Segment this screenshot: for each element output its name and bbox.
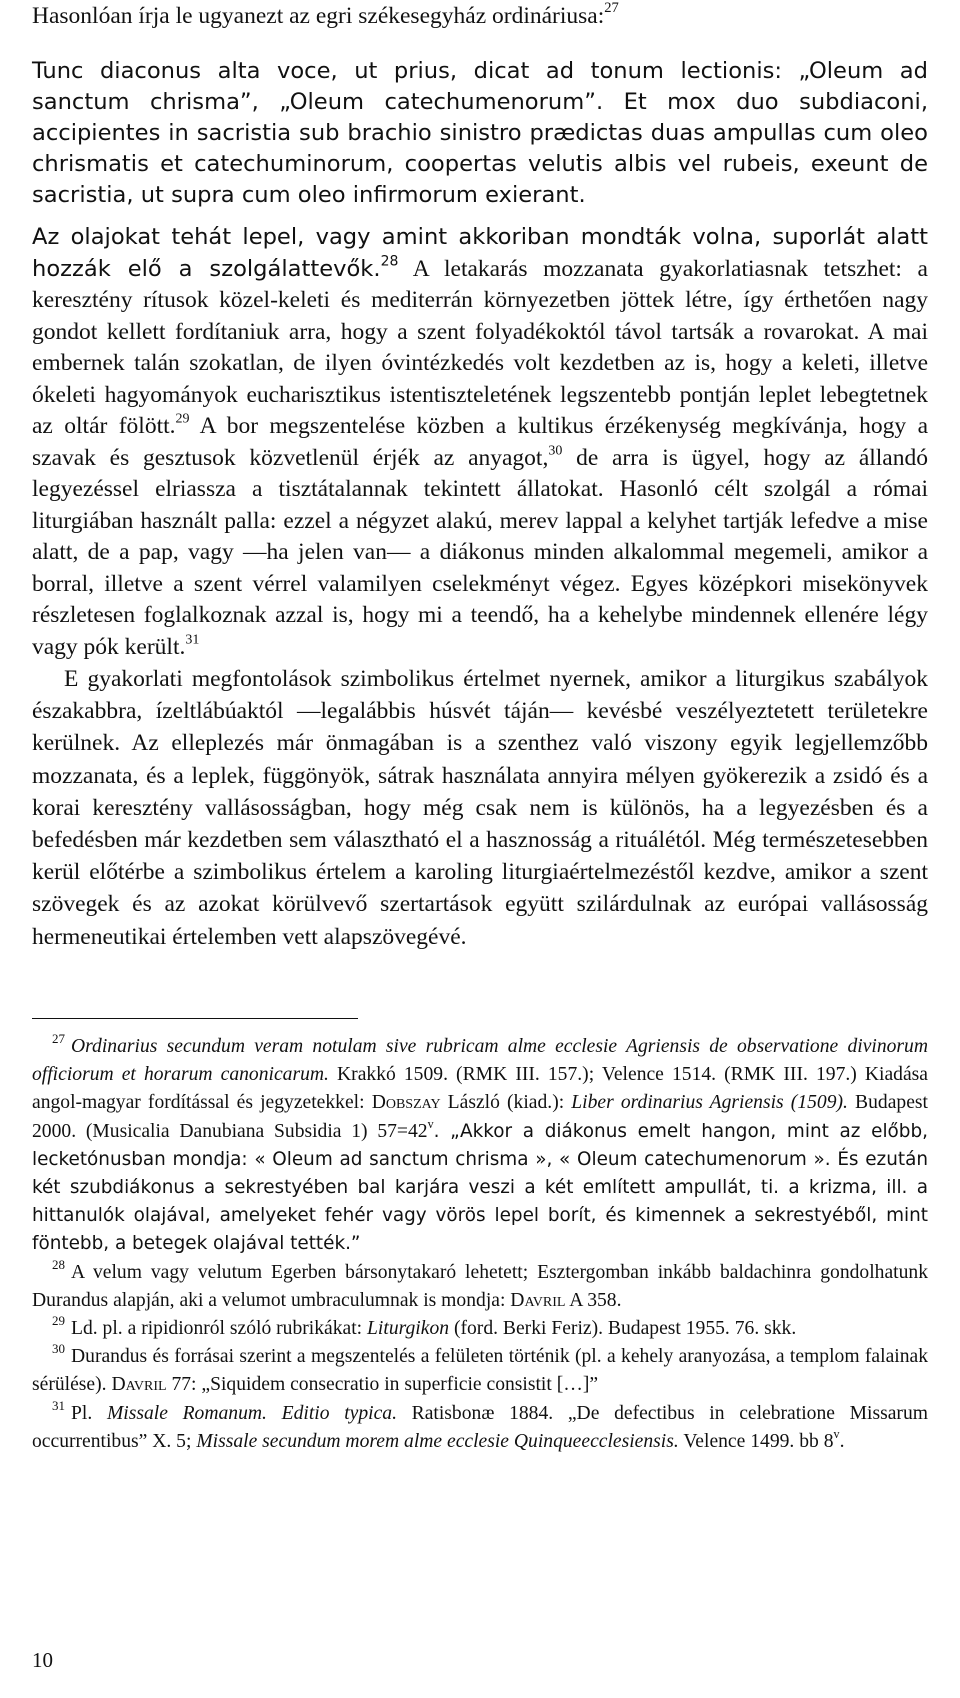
- footnote-text: László (kiad.):: [440, 1092, 572, 1114]
- footnote-27: [32, 1030, 928, 1259]
- footnote-text: Ratisbonæ 1884. „De defectibus in celebratione Missarum occurrentibus” X. 5;: [32, 1402, 928, 1452]
- footnote-text: (ford. Berki Feriz). Budapest 1955. 76. skk.: [449, 1318, 797, 1340]
- paragraph-1: [32, 222, 928, 663]
- heading-text: Hasonlóan írja le ugyanezt az egri székesegyház ordináriusa:: [32, 3, 605, 29]
- footnote-ref-31[interactable]: 31: [185, 632, 200, 647]
- footnote-italic: Missale Romanum. Editio typica.: [106, 1402, 397, 1424]
- footnote-divider: [32, 1018, 358, 1019]
- footnote-text: Pl.: [71, 1402, 107, 1424]
- page-number: 10: [32, 1648, 53, 1672]
- footnote-text: . „Akkor a diákonus emelt hangon, mint az előbb, lecketónusban mondja: « Oleum ad sanctum chrisma », « Oleum catechumenorum ». És ezután két szubdiákonus a sekrestyében bal karjára veszi a két említett ampullát, ti. a krizma, ill. a hittanulók olajával, amelyeket fehér vagy vörös lepel borít, és kimennek a sekrestyéből, mint föntebb, a betegek olajával tették.”: [32, 1120, 928, 1255]
- paragraph-1-part-c: A bor megszentelése közben a kultikus érzékenység megkívánja, hogy a szavak és gesztusok közvetlenül érjék az anyagot,: [32, 413, 928, 471]
- footnote-ref-28[interactable]: 28: [380, 253, 399, 269]
- footnote-number: 28: [52, 1256, 65, 1272]
- footnote-number: 30: [52, 1341, 65, 1357]
- footnote-29: [32, 1312, 928, 1343]
- section-heading: [32, 0, 619, 32]
- footnote-30: [32, 1343, 928, 1399]
- author-name: Dobszay: [371, 1092, 441, 1114]
- footnote-text: Durandus és forrásai szerint a megszentelés a felületen történik (pl. a kehely aranyozása, a templom falainak sérülése).: [32, 1346, 928, 1396]
- footnote-text: A 358.: [565, 1289, 622, 1311]
- footnote-ref-27[interactable]: 27: [604, 0, 619, 17]
- footnote-text: Velence 1499. bb 8: [678, 1430, 834, 1452]
- latin-quote: Tunc diaconus alta voce, ut prius, dicat ad tonum lectionis: „Oleum ad sanctum chrisma”, „Oleum catechumenorum”. Et mox duo subdiaconi, accipientes in sacristia sub brachio sinistro prædictas duas ampullas cum oleo chrismatis et catechuminorum, coopertas velutis albis vel rubeis, exeunt de sacristia, ut supra cum oleo infirmorum exierant.: [32, 58, 928, 208]
- footnote-ref-30[interactable]: 30: [548, 443, 563, 458]
- footnote-number: 29: [52, 1312, 65, 1328]
- paragraph-1-part-d: de arra is ügyel, hogy az állandó legyezéssel elriassza a tisztátalannak tekintett állatokat. Hasonló célt szolgál a római liturgiában használt palla: ezzel a négyzet alakú, merev lappal a kelyhet tartják lefedve a mise alatt, de a pap, vagy —ha jelen van— a diákonus minden alkalommal megemeli, amikor a borral, illetve a szent vérrel valamilyen cselekményt végez. Egyes középkori misekönyvek részletesen foglalkoznak azzal is, hogy mi a teendő, ha a kehelybe mindennek ellenére légy vagy pók került.: [32, 444, 928, 660]
- footnote-ref-29[interactable]: 29: [175, 411, 190, 427]
- footnote-sup: v: [833, 1426, 840, 1441]
- footnote-italic: Liber ordinarius Agriensis (1509).: [571, 1092, 848, 1114]
- footnote-number: 31: [52, 1397, 65, 1413]
- footnote-text: Budapest 2000. (Musicalia Danubiana Subsidia 1) 57=42: [32, 1092, 928, 1142]
- main-text: [32, 224, 928, 953]
- footnotes: [32, 1030, 928, 1456]
- author-name: Davril: [111, 1374, 167, 1396]
- paragraph-2: E gyakorlati megfontolások szimbolikus értelmet nyernek, amikor a liturgikus szabályok északabbra, ízeltlábúaktól —legalábbis húsvét táján— kevésbé veszélyeztetett területekre kerülnek. Az elleplezés már önmagában is a szenthez való viszony egyik legjellemzőbb mozzanata, és a leplek, függönyök, sátrak használata annyira mélyen gyökerezik a zsidó és a korai keresztény vallásosságban, hogy még csak nem is különös, ha a legyezésben és a befedésben már kezdetben sem választható el a hasznosság a rituálétól. Még természetesebben kerül előtérbe a szimbolikus értelem a karoling liturgiaértelmezéstől kezdve, amikor a szent szövegek és az azokat körülvevő szertartások együtt szilárdulnak az európai vallásosság hermeneutikai értelemben vett alapszövegévé.: [32, 666, 928, 950]
- paragraph-1-part-b: A letakarás mozzanata gyakorlatiasnak tetszhet: a keresztény rítusok közel-keleti és mediterrán környezetben jöttek létre, így érthetően nagy gondot kellett fordítaniuk arra, hogy a szent folyadékoktól távol tartsák a rovarokat. A mai embernek talán szokatlan, de ilyen óvintézkedés volt kezdetben az is, hogy a keleti, illetve ókeleti hagyományok eucharisztikus istentiszteletének legszentebb pontján leplet lebegtetnek az oltár fölött.: [32, 255, 928, 439]
- footnote-28: [32, 1256, 928, 1315]
- footnote-text: .: [839, 1430, 845, 1452]
- footnote-italic: Liturgikon: [367, 1318, 450, 1340]
- footnote-text: A velum vagy velutum Egerben bársonytakaró lehetett; Esztergomban inkább baldachinra gondolhatunk Durandus alapján, aki a velumot umbraculumnak is mondja:: [32, 1261, 928, 1311]
- footnote-text: 77: „Siquidem consecratio in superficie consistit […]”: [166, 1374, 599, 1396]
- footnote-sup: v: [427, 1116, 434, 1131]
- footnote-italic: Ordinarius secundum veram notulam sive rubricam alme ecclesie Agriensis de observatione divinorum officiorum et horarum canonicarum.: [32, 1036, 928, 1086]
- paragraph-1-part-a: Az olajokat tehát lepel, vagy amint akkoriban mondták volna, suporlát alatt hozzák elő a szolgálattevők.: [32, 224, 928, 282]
- footnote-31: [32, 1397, 928, 1456]
- author-name: Davril: [510, 1289, 566, 1311]
- footnote-text: Ld. pl. a ripidionról szóló rubrikákat:: [71, 1318, 368, 1340]
- footnote-text: Krakkó 1509. (RMK III. 157.); Velence 1514. (RMK III. 197.) Kiadása angol-magyar fordítással és jegyzetekkel:: [32, 1064, 928, 1114]
- footnote-number: 27: [52, 1030, 65, 1046]
- footnote-italic: Missale secundum morem alme ecclesie Quinqueecclesiensis.: [196, 1430, 679, 1452]
